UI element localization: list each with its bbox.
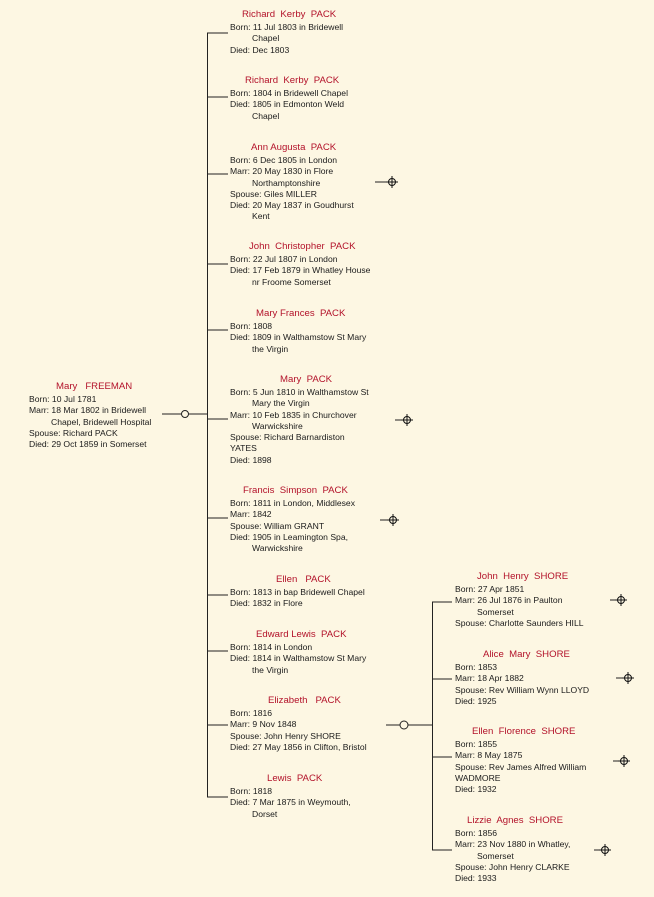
person-spouse: Spouse: Rev James Alfred William bbox=[455, 761, 587, 772]
person-born: Born: 27 Apr 1851 bbox=[455, 584, 525, 594]
person-name: John Christopher PACK bbox=[249, 241, 356, 252]
person-marr: Marr: 1842 bbox=[230, 509, 272, 520]
person-died-cont: Kent bbox=[252, 211, 270, 222]
person-name: Ellen PACK bbox=[276, 574, 331, 585]
crosshair-icon bbox=[618, 755, 630, 767]
person-died: Died: Dec 1803 bbox=[230, 44, 290, 55]
person-marr: Marr: 18 Apr 1882 bbox=[455, 673, 524, 684]
person-spouse: Spouse: Richard PACK bbox=[29, 427, 118, 438]
person-name: John Henry SHORE bbox=[477, 571, 569, 582]
person-died: Died: 1814 in Walthamstow St Mary bbox=[230, 653, 367, 664]
person-died-cont: nr Froome Somerset bbox=[252, 276, 331, 287]
person-spouse-cont: WADMORE bbox=[455, 772, 501, 783]
person-card[interactable] bbox=[230, 574, 365, 610]
person-died: Died: 1932 bbox=[455, 784, 497, 795]
person-born: Born: 6 Dec 1805 in London bbox=[230, 155, 338, 165]
person-name: Mary Frances PACK bbox=[256, 308, 346, 319]
crosshair-icon bbox=[622, 672, 634, 684]
person-spouse: Spouse: Richard Barnardiston bbox=[230, 432, 345, 443]
person-name: Elizabeth PACK bbox=[268, 695, 341, 706]
person-marr-cont: Chapel, Bridewell Hospital bbox=[51, 416, 152, 427]
person-born-cont: Chapel bbox=[252, 33, 280, 44]
person-born: Born: 10 Jul 1781 bbox=[29, 394, 97, 404]
person-marr-cont: Warwickshire bbox=[252, 420, 303, 431]
person-marr: Marr: 26 Jul 1876 in Paulton bbox=[455, 595, 563, 606]
person-name: Mary FREEMAN bbox=[56, 381, 133, 392]
person-born: Born: 1808 bbox=[230, 321, 273, 331]
person-name: Mary PACK bbox=[280, 374, 333, 385]
person-card[interactable] bbox=[455, 649, 589, 707]
person-card[interactable] bbox=[455, 815, 570, 884]
person-spouse: Spouse: William GRANT bbox=[230, 520, 325, 531]
person-born: Born: 1856 bbox=[455, 828, 498, 838]
person-marr: Marr: 20 May 1830 in Flore bbox=[230, 166, 334, 177]
crosshair-icon bbox=[599, 844, 611, 856]
person-died: Died: 7 Mar 1875 in Weymouth, bbox=[230, 797, 351, 808]
person-marr: Marr: 9 Nov 1848 bbox=[230, 719, 297, 730]
person-spouse: Spouse: John Henry CLARKE bbox=[455, 861, 570, 872]
crosshair-icon bbox=[615, 594, 627, 606]
person-spouse: Spouse: John Henry SHORE bbox=[230, 730, 341, 741]
person-died-cont: the Virgin bbox=[252, 664, 289, 675]
person-died-cont: Dorset bbox=[252, 808, 278, 819]
person-card[interactable] bbox=[230, 695, 367, 753]
person-died: Died: 1832 in Flore bbox=[230, 598, 303, 609]
person-marr: Marr: 23 Nov 1880 in Whatley, bbox=[455, 839, 571, 850]
person-died: Died: 17 Feb 1879 in Whatley House bbox=[230, 265, 371, 276]
person-marr: Marr: 10 Feb 1835 in Churchover bbox=[230, 409, 357, 420]
person-marr-cont: Northamptonshire bbox=[252, 177, 321, 188]
person-born: Born: 1853 bbox=[455, 662, 498, 672]
person-died: Died: 1905 in Leamington Spa, bbox=[230, 531, 349, 542]
crosshair-icon bbox=[401, 414, 413, 426]
person-born: Born: 1811 in London, Middlesex bbox=[230, 498, 356, 508]
person-died-cont: the Virgin bbox=[252, 343, 289, 354]
person-spouse: Spouse: Rev William Wynn LLOYD bbox=[455, 684, 590, 695]
person-born: Born: 22 Jul 1807 in London bbox=[230, 254, 338, 264]
person-name: Ellen Florence SHORE bbox=[472, 726, 576, 737]
person-born: Born: 1818 bbox=[230, 786, 273, 796]
person-born: Born: 1813 in bap Bridewell Chapel bbox=[230, 587, 365, 597]
person-card[interactable] bbox=[230, 773, 351, 820]
person-born: Born: 1816 bbox=[230, 708, 273, 718]
person-died: Died: 1925 bbox=[455, 695, 497, 706]
crosshair-icon bbox=[387, 514, 399, 526]
person-spouse: Spouse: Charlotte Saunders HILL bbox=[455, 617, 584, 628]
person-card[interactable] bbox=[230, 374, 369, 466]
person-spouse: Spouse: Giles MILLER bbox=[230, 188, 317, 199]
person-spouse-cont: YATES bbox=[230, 443, 257, 454]
person-card[interactable] bbox=[230, 75, 348, 122]
person-name: Edward Lewis PACK bbox=[256, 629, 347, 640]
person-card[interactable] bbox=[230, 142, 354, 223]
person-died-cont: Chapel bbox=[252, 110, 280, 121]
person-born: Born: 1855 bbox=[455, 739, 498, 749]
person-marr-cont: Somerset bbox=[477, 850, 514, 861]
person-name: Lewis PACK bbox=[267, 773, 323, 784]
person-name: Ann Augusta PACK bbox=[251, 142, 337, 153]
person-card[interactable] bbox=[230, 308, 366, 355]
person-born: Born: 1804 in Bridewell Chapel bbox=[230, 88, 348, 98]
person-born-cont: Mary the Virgin bbox=[252, 398, 310, 409]
person-marr: Marr: 18 Mar 1802 in Bridewell bbox=[29, 405, 147, 416]
person-card-root[interactable] bbox=[29, 381, 151, 450]
person-card[interactable] bbox=[230, 241, 370, 288]
person-name: Lizzie Agnes SHORE bbox=[467, 815, 563, 826]
person-died: Died: 1898 bbox=[230, 454, 272, 465]
person-name: Francis Simpson PACK bbox=[243, 485, 348, 496]
person-card[interactable] bbox=[230, 9, 343, 56]
person-died: Died: 1933 bbox=[455, 873, 497, 884]
person-born: Born: 5 Jun 1810 in Walthamstow St bbox=[230, 387, 369, 397]
person-born: Born: 11 Jul 1803 in Bridewell bbox=[230, 22, 344, 32]
person-card[interactable] bbox=[455, 571, 584, 629]
person-name: Richard Kerby PACK bbox=[242, 9, 337, 20]
person-born: Born: 1814 in London bbox=[230, 642, 313, 652]
person-card[interactable] bbox=[230, 629, 366, 676]
person-name: Alice Mary SHORE bbox=[483, 649, 570, 660]
person-name: Richard Kerby PACK bbox=[245, 75, 340, 86]
marriage-junction-icon bbox=[400, 721, 408, 729]
person-card[interactable] bbox=[230, 485, 355, 554]
person-died: Died: 29 Oct 1859 in Somerset bbox=[29, 439, 147, 450]
crosshair-icon bbox=[386, 176, 398, 188]
person-died-cont: Warwickshire bbox=[252, 543, 303, 554]
person-died: Died: 27 May 1856 in Clifton, Bristol bbox=[230, 741, 367, 752]
person-died: Died: 1809 in Walthamstow St Mary bbox=[230, 332, 367, 343]
marriage-junction-icon bbox=[182, 411, 189, 418]
person-marr-cont: Somerset bbox=[477, 606, 514, 617]
person-died: Died: 20 May 1837 in Goudhurst bbox=[230, 200, 354, 211]
person-died: Died: 1805 in Edmonton Weld bbox=[230, 99, 345, 110]
person-marr: Marr: 8 May 1875 bbox=[455, 750, 523, 761]
person-card[interactable] bbox=[455, 726, 586, 795]
